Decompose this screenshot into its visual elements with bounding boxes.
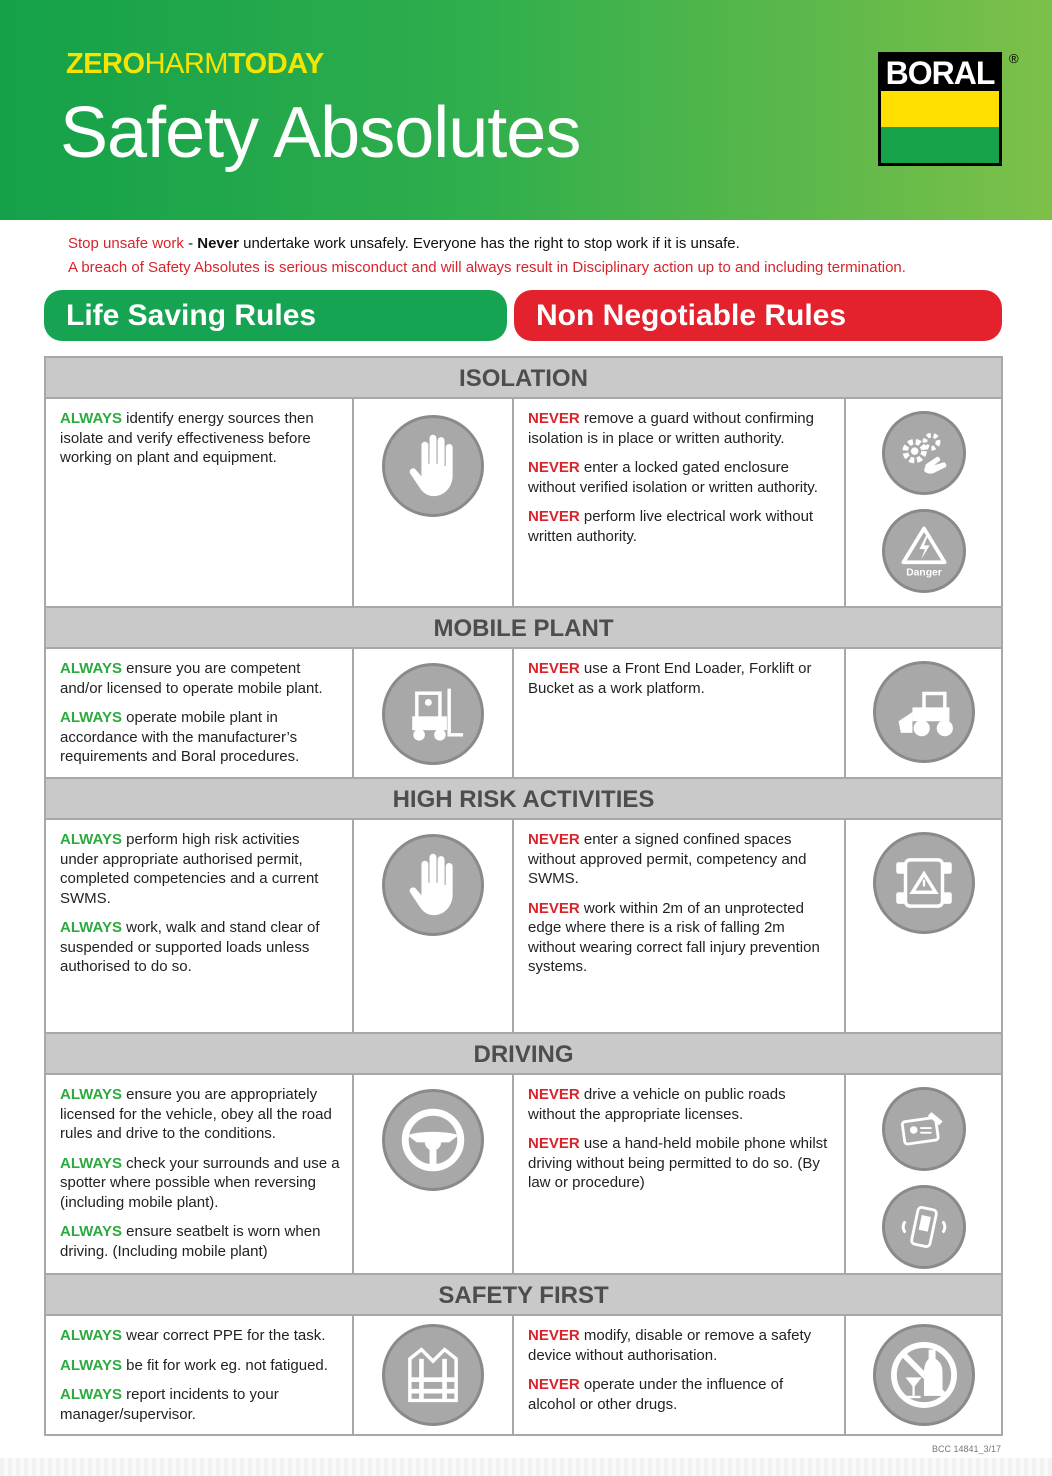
section-row-safety-first <box>46 1316 1001 1434</box>
section-heading-safety-first: SAFETY FIRST <box>46 1275 1001 1316</box>
bottom-edge-strip <box>0 1458 1052 1476</box>
danger-electrical-icon <box>882 509 966 593</box>
document-code: BCC 14841_3/17 <box>932 1444 1002 1454</box>
never-rule: NEVER drive a vehicle on public roads without the appropriate licenses. <box>528 1086 786 1123</box>
never-rule: NEVER use a hand-held mobile phone whilst driving without being permitted to do so. (By law or procedure) <box>528 1135 828 1191</box>
intro-stop-unsafe-work: Stop unsafe work - Never undertake work unsafely. Everyone has the right to stop work if it is unsafe. <box>68 235 740 252</box>
non-negotiable-rules-heading: Non Negotiable Rules <box>514 290 1002 341</box>
always-rule: ALWAYS operate mobile plant in accordance with the manufacturer’s requirements and Boral procedures. <box>60 709 300 765</box>
never-rule: NEVER enter a signed confined spaces without approved permit, competency and SWMS. <box>528 831 807 887</box>
boral-logo <box>878 51 1019 166</box>
boral-logo-word: BORAL <box>881 55 999 91</box>
svg-text:Danger: Danger <box>905 567 942 579</box>
gears-hand-icon <box>882 411 966 495</box>
section-heading-high-risk-activities: HIGH RISK ACTIVITIES <box>46 779 1001 820</box>
always-rule: ALWAYS work, walk and stand clear of suspended or supported loads unless authorised to do so. <box>60 919 320 975</box>
licence-card-icon <box>882 1087 966 1171</box>
zero-harm-today-brand: ZEROHARMTODAY <box>66 48 324 80</box>
always-rule: ALWAYS wear correct PPE for the task. <box>60 1327 326 1344</box>
stop-hand-icon <box>382 415 484 517</box>
confined-space-icon <box>873 832 975 934</box>
always-rule: ALWAYS perform high risk activities under appropriate authorised permit, completed competencies and a current SWMS. <box>60 831 319 907</box>
no-alcohol-icon <box>873 1324 975 1426</box>
never-rule: NEVER use a Front End Loader, Forklift or Bucket as a work platform. <box>528 660 812 697</box>
always-rule: ALWAYS ensure seatbelt is worn when driving. (Including mobile plant) <box>60 1223 321 1260</box>
mobile-phone-icon <box>882 1185 966 1269</box>
never-rule: NEVER remove a guard without confirming isolation is in place or written authority. <box>528 410 814 447</box>
hi-vis-vest-icon <box>382 1324 484 1426</box>
never-rule: NEVER work within 2m of an unprotected edge where there is a risk of falling 2m without wearing correct fall injury prevention systems. <box>528 899 820 975</box>
steering-wheel-icon <box>382 1089 484 1191</box>
always-rule: ALWAYS ensure you are appropriately licensed for the vehicle, obey all the road rules and drive to the conditions. <box>60 1086 332 1142</box>
forklift-icon <box>382 663 484 765</box>
header-banner <box>0 0 1052 220</box>
section-row-isolation <box>46 399 1001 608</box>
section-row-driving <box>46 1075 1001 1275</box>
never-rule: NEVER operate under the influence of alcohol or other drugs. <box>528 1376 784 1413</box>
always-rule: ALWAYS ensure you are competent and/or licensed to operate mobile plant. <box>60 660 323 697</box>
section-heading-mobile-plant: MOBILE PLANT <box>46 608 1001 649</box>
never-rule: NEVER modify, disable or remove a safety device without authorisation. <box>528 1327 812 1364</box>
section-row-mobile-plant <box>46 649 1001 779</box>
rules-table <box>44 356 1003 1436</box>
always-rule: ALWAYS report incidents to your manager/supervisor. <box>60 1386 279 1423</box>
intro-breach-warning: A breach of Safety Absolutes is serious misconduct and will always result in Disciplinary action up to and including termination. <box>68 259 906 276</box>
life-saving-rules-heading: Life Saving Rules <box>44 290 507 341</box>
always-rule: ALWAYS check your surrounds and use a spotter where possible when reversing (including mobile plant). <box>60 1154 340 1211</box>
section-heading-driving: DRIVING <box>46 1034 1001 1075</box>
always-rule: ALWAYS be fit for work eg. not fatigued. <box>60 1356 328 1374</box>
page-title: Safety Absolutes <box>60 93 581 173</box>
stop-hand-icon <box>382 834 484 936</box>
never-rule: NEVER perform live electrical work without written authority. <box>528 508 814 545</box>
section-row-high-risk-activities <box>46 820 1001 1034</box>
never-rule: NEVER enter a locked gated enclosure without verified isolation or written authority. <box>528 459 818 496</box>
front-end-loader-icon <box>873 661 975 763</box>
section-heading-isolation: ISOLATION <box>46 358 1001 399</box>
always-rule: ALWAYS identify energy sources then isolate and verify effectiveness before working on plant and equipment. <box>60 410 314 466</box>
registered-mark: ® <box>1009 51 1019 66</box>
